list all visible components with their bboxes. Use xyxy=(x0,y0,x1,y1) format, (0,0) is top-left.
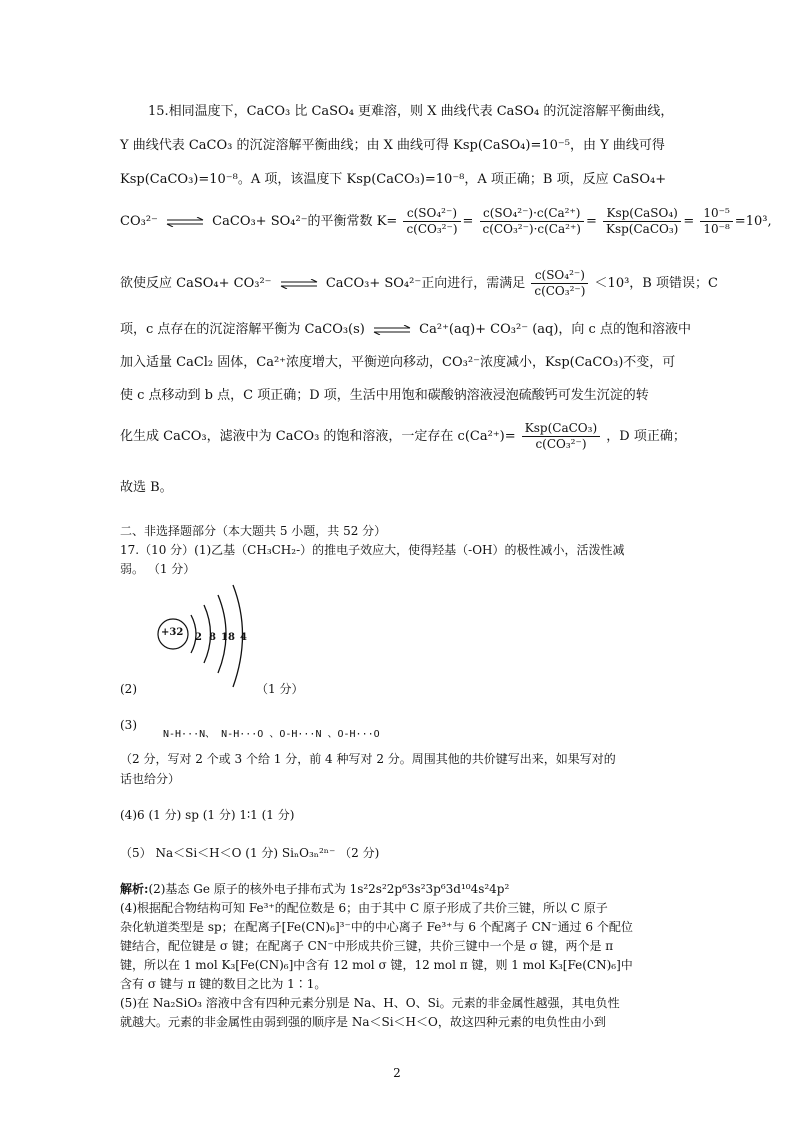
k-expression-lead: CaCO₃+ SO₄²⁻的平衡常数 K= xyxy=(212,214,398,229)
fraction-5-num: c(SO₄²⁻) xyxy=(531,268,588,284)
equilibrium-arrow-icon xyxy=(166,217,204,227)
q17-3-label: (3) xyxy=(120,718,137,732)
c-point-equilibrium: 项，c 点存在的沉淀溶解平衡为 CaCO₃(s) xyxy=(120,322,365,337)
shell-count-2: 8 xyxy=(209,632,216,643)
fraction-3 xyxy=(603,206,681,237)
fraction-1-num: c(SO₄²⁻) xyxy=(403,206,460,222)
q15-line-2: Y 曲线代表 CaCO₃ 的沉淀溶解平衡曲线；由 X 曲线可得 Ksp(CaSO₄)=10⁻⁵，由 Y 曲线可得 xyxy=(120,138,665,153)
fraction-2-num: c(SO₄²⁻)·c(Ca²⁺) xyxy=(480,206,584,222)
d-item-tail: ，D 项正确； xyxy=(606,429,686,444)
q15-line-6 xyxy=(120,321,691,339)
q17-4-answer: (4)6 (1 分) sp (1 分) 1∶1 (1 分) xyxy=(120,808,295,822)
fraction-5-den: c(CO₃²⁻) xyxy=(534,284,586,298)
analysis-line-3: 杂化轨道类型是 sp；在配离子[Fe(CN)₆]³⁻中的中心离子 Fe³⁺与 6 个配离子 CN⁻通过 6 个配位 xyxy=(120,920,633,934)
fraction-6-num: Ksp(CaCO₃) xyxy=(522,421,600,437)
page-number: 2 xyxy=(393,1066,401,1080)
q17-line-1: 17.（10 分）(1)乙基（CH₃CH₂-）的推电子效应大，使得羟基（-OH）的极性减小，活泼性减 xyxy=(120,543,625,557)
reaction-conclusion: ＜10³，B 项错误；C xyxy=(594,276,718,291)
q15-line-5 xyxy=(120,267,718,301)
nucleus-charge: +32 xyxy=(161,627,184,638)
analysis-line-4: 键结合，配位键是 σ 键；在配离子 CN⁻中形成共价三键，共价三键中一个是 σ 键，两个是 π xyxy=(120,939,614,953)
d-item-lead: 化生成 CaCO₃，滤液中为 CaCO₃ 的饱和溶液，一定存在 c(Ca²⁺)= xyxy=(120,429,516,444)
analysis-line-5: 键，所以在 1 mol K₃[Fe(CN)₆]中含有 12 mol σ 键，12 mol π 键，则 1 mol K₃[Fe(CN)₆]中 xyxy=(120,958,633,972)
fraction-4-num: 10⁻⁵ xyxy=(700,206,732,222)
q15-line-7: 加入适量 CaCl₂ 固体，Ca²⁺浓度增大，平衡逆向移动，CO₃²⁻浓度减小，Ksp(CaCO₃)不变，可 xyxy=(120,355,676,370)
analysis-label: 解析: xyxy=(120,882,149,896)
q17-3-note-1: （2 分，写对 2 个或 3 个给 1 分，前 4 种写对 2 分。周围其他的共价键写出来，如果写对的 xyxy=(120,752,616,766)
analysis-line-1-text: (2)基态 Ge 原子的核外电子排布式为 1s²2s²2p⁶3s²3p⁶3d¹⁰4s²4p² xyxy=(148,882,510,896)
fraction-1 xyxy=(403,206,460,237)
ge-atom-structure-diagram xyxy=(155,583,265,693)
fraction-4 xyxy=(700,206,732,237)
part2-heading: 二、非选择题部分（本大题共 5 小题，共 52 分） xyxy=(120,524,387,538)
analysis-line-8: 就越大。元素的非金属性由弱到强的顺序是 Na＜Si＜H＜O，故这四种元素的电负性由小到 xyxy=(120,1015,606,1029)
shell-count-4: 4 xyxy=(240,632,247,643)
reaction-lead: 欲使反应 CaSO₄+ CO₃²⁻ xyxy=(120,276,272,291)
q17-line-2: 弱。 （1 分） xyxy=(120,562,196,576)
fraction-2 xyxy=(480,206,584,237)
q17-5-answer: （5） Na＜Si＜H＜O (1 分) SiₙO₃ₙ²ⁿ⁻ （2 分) xyxy=(120,846,380,860)
fraction-5 xyxy=(531,268,588,299)
fraction-6 xyxy=(522,421,600,452)
q17-3-note-2: 话也给分） xyxy=(120,772,181,786)
shell-count-3: 18 xyxy=(221,632,235,643)
analysis-line-1 xyxy=(120,880,509,898)
fraction-3-num: Ksp(CaSO₄) xyxy=(603,206,681,222)
q15-line-8: 使 c 点移动到 b 点，C 项正确；D 项，生活中用饱和碳酸钠溶液浸泡硫酸钙可发生沉淀的转 xyxy=(120,388,649,403)
hydrogen-bond-list: N-H···N、 N-H···O 、O-H···N 、O-H···O xyxy=(163,729,380,740)
fraction-3-den: Ksp(CaCO₃) xyxy=(606,222,679,236)
q15-line-9 xyxy=(120,420,686,454)
k-value: =10³, xyxy=(734,214,772,229)
co3-ion: CO₃²⁻ xyxy=(120,214,158,229)
fraction-2-den: c(CO₃²⁻)·c(Ca²⁺) xyxy=(482,222,581,236)
q15-line-1: 15.相同温度下，CaCO₃ 比 CaSO₄ 更难溶，则 X 曲线代表 CaSO₄ 的沉淀溶解平衡曲线， xyxy=(148,104,674,119)
analysis-line-2: (4)根据配合物结构可知 Fe³⁺的配位数是 6；由于其中 C 原子形成了共价三键，所以 C 原子 xyxy=(120,901,608,915)
reaction-condition: CaCO₃+ SO₄²⁻正向进行，需满足 xyxy=(325,276,526,291)
shell-count-1: 2 xyxy=(195,632,202,643)
q15-line-3: Ksp(CaCO₃)=10⁻⁸。A 项，该温度下 Ksp(CaCO₃)=10⁻⁸，A 项正确；B 项，反应 CaSO₄+ xyxy=(120,172,667,187)
fraction-6-den: c(CO₃²⁻) xyxy=(535,437,587,451)
equilibrium-arrow-icon xyxy=(373,325,411,335)
q17-2-score: （1 分） xyxy=(256,682,304,696)
q17-2-label: (2) xyxy=(120,682,137,696)
c-point-products: Ca²⁺(aq)+ CO₃²⁻ (aq)，向 c 点的饱和溶液中 xyxy=(419,322,691,337)
q15-line-4: CO₃²⁻ CaCO₃+ SO₄²⁻的平衡常数 K= $\frac{\text{c(SO₄²⁻)}}{\text{c(CO₃²⁻)}}$ = $\frac{\text{c(SO₄²⁻)·c(Ca²⁺)}}{\text{c(CO₃²⁻)·c(Ca²⁺)}}$ = $\frac{\text{Ksp(CaSO₄)}}{\text{Ksp(CaCO₃)}}$ = $\frac{\text{10⁻⁵}}{\text{10⁻⁸}}$ =10³, xyxy=(120,206,772,236)
analysis-line-6: 含有 σ 键与 π 键的数目之比为 1∶1。 xyxy=(120,977,327,991)
analysis-line-7: (5)在 Na₂SiO₃ 溶液中含有四种元素分别是 Na、H、O、Si。元素的非金属性越强，其电负性 xyxy=(120,996,620,1010)
equilibrium-arrow-icon xyxy=(280,279,318,289)
fraction-1-den: c(CO₃²⁻) xyxy=(406,222,458,236)
fraction-4-den: 10⁻⁸ xyxy=(703,222,730,236)
q15-line-10: 故选 B。 xyxy=(120,480,173,495)
